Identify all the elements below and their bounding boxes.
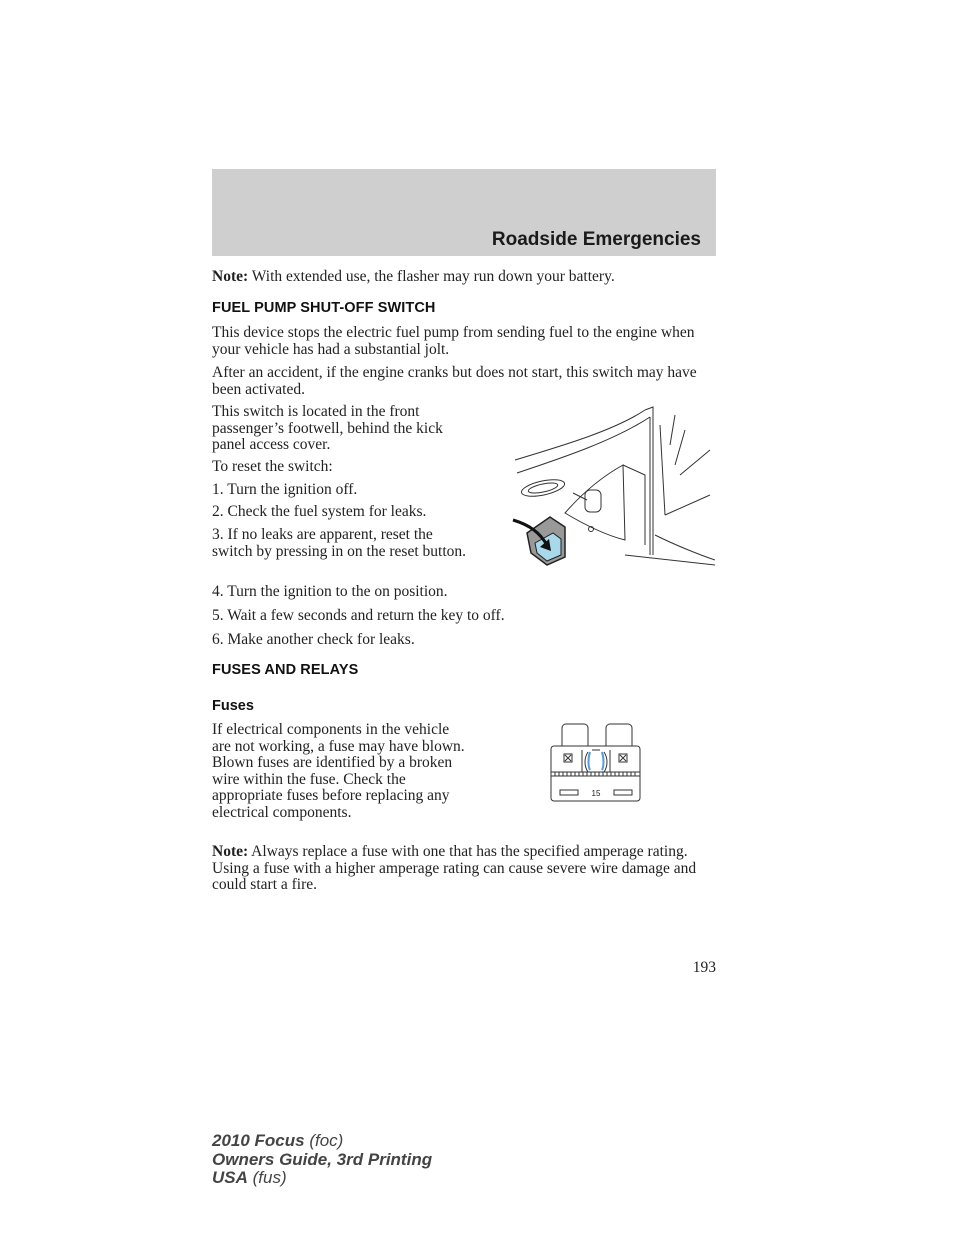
intro-note (212, 269, 716, 286)
fuses-note (212, 844, 716, 894)
footer-market-code: (fus) (247, 1168, 287, 1187)
step-6: 6. Make another check for leaks. (212, 631, 415, 648)
note-text: With extended use, the flasher may run down your battery. (248, 268, 615, 285)
section-header-band (212, 169, 716, 256)
footer-model-code: (foc) (304, 1131, 344, 1150)
footer-model: 2010 Focus (212, 1131, 305, 1150)
step-4: 4. Turn the ignition to the on position. (212, 583, 448, 600)
switch-location: This switch is located in the front passenger’s footwell, behind the kick panel access cover. (212, 403, 443, 453)
fuses-relays-heading: FUSES AND RELAYS (212, 662, 359, 678)
step-2: 2. Check the fuel system for leaks. (212, 503, 427, 520)
step-5: 5. Wait a few seconds and return the key to off. (212, 607, 505, 624)
reset-button-icon (513, 517, 565, 565)
step-1: 1. Turn the ignition off. (212, 481, 358, 498)
step-3: 3. If no leaks are apparent, reset the switch by pressing in on the reset button. (212, 526, 466, 560)
footer-market: USA (212, 1168, 248, 1187)
fuel-pump-para2: After an accident, if the engine cranks but does not start, this switch may have been activated. (212, 364, 697, 398)
footwell-switch-illustration (505, 405, 715, 570)
page-number: 193 (692, 959, 716, 976)
fuses-para: If electrical components in the vehicle are not working, a fuse may have blown. Blown fuses are identified by a broken wire within the fuse. Check the appropriate fuses before replacing any electrical components. (212, 721, 465, 821)
reset-intro: To reset the switch: (212, 458, 333, 475)
note-label: Note: (212, 268, 249, 285)
section-title: Roadside Emergencies (491, 229, 701, 250)
footer-guide: Owners Guide, 3rd Printing (212, 1149, 433, 1169)
document-footer (212, 1132, 432, 1188)
fuses-note-text: Always replace a fuse with one that has the specified amperage rating. Using a fuse with a higher amperage rating can cause severe wire damage and could start a fire. (212, 843, 697, 893)
fuses-subheading: Fuses (212, 698, 254, 714)
fuses-note-label: Note: (212, 843, 249, 860)
fuel-pump-heading: FUEL PUMP SHUT-OFF SWITCH (212, 300, 436, 316)
fuse-illustration (548, 722, 644, 804)
fuel-pump-para1: This device stops the electric fuel pump from sending fuel to the engine when your vehicle has had a substantial jolt. (212, 324, 695, 358)
fuse-rating-label: 15 (591, 789, 601, 798)
